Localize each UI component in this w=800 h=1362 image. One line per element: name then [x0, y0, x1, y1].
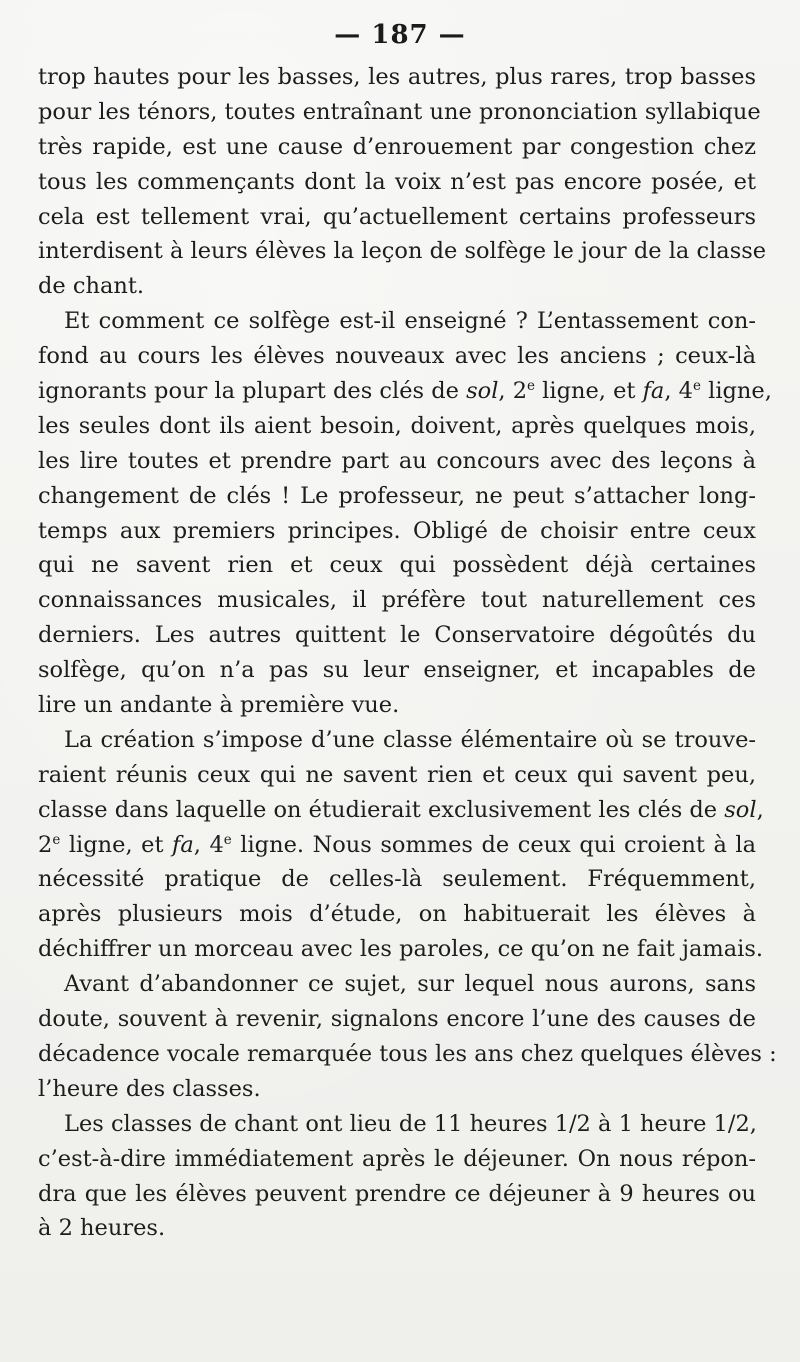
text-line: très rapide, est une cause d’enrouement par congestion chez	[38, 133, 756, 160]
page-number: — 187 —	[334, 20, 466, 50]
body-text	[38, 60, 777, 1246]
text-line: de chant.	[38, 273, 145, 300]
text-line: 2e ligne, et fa, 4e ligne. Nous sommes de ceux qui croient à la	[38, 831, 756, 858]
text-line: classe dans laquelle on étudierait exclusivement les clés de sol,	[38, 796, 764, 823]
text-line: doute, souvent à revenir, signalons encore l’une des causes de	[38, 1006, 756, 1033]
text-line: connaissances musicales, il préfère tout naturellement ces	[38, 587, 756, 614]
text-line: les lire toutes et prendre part au concours avec des leçons à	[38, 447, 756, 474]
text-line: qui ne savent rien et ceux qui possèdent déjà certaines	[38, 552, 756, 579]
text-line: dra que les élèves peuvent prendre ce déjeuner à 9 heures ou	[38, 1180, 756, 1207]
text-line: solfège, qu’on n’a pas su leur enseigner, et incapables de	[38, 657, 756, 684]
text-line: l’heure des classes.	[38, 1075, 261, 1102]
text-line: fond au cours les élèves nouveaux avec les anciens ; ceux-là	[38, 343, 756, 370]
text-line: c’est-à-dire immédiatement après le déjeuner. On nous répon-	[38, 1145, 756, 1172]
text-line: Et comment ce solfège est-il enseigné ? L’entassement con-	[64, 308, 756, 335]
text-line: cela est tellement vrai, qu’actuellement certains professeurs	[38, 203, 756, 230]
text-line: les seules dont ils aient besoin, doivent, après quelques mois,	[38, 412, 756, 439]
text-line: nécessité pratique de celles-là seulement. Fréquemment,	[38, 866, 756, 893]
text-line: La création s’impose d’une classe élémentaire où se trouve-	[64, 726, 756, 753]
text-line: après plusieurs mois d’étude, on habituerait les élèves à	[38, 901, 756, 928]
text-line: Les classes de chant ont lieu de 11 heures 1/2 à 1 heure 1/2,	[64, 1110, 757, 1137]
text-line: lire un andante à première vue.	[38, 692, 400, 719]
text-line: changement de clés ! Le professeur, ne peut s’attacher long-	[38, 482, 756, 509]
text-line: interdisent à leurs élèves la leçon de solfège le jour de la classe	[38, 238, 767, 265]
text-line: à 2 heures.	[38, 1215, 166, 1242]
text-line: tous les commençants dont la voix n’est pas encore posée, et	[38, 168, 756, 195]
text-line: pour les ténors, toutes entraînant une prononciation syllabique	[38, 98, 761, 125]
text-line: Avant d’abandonner ce sujet, sur lequel nous aurons, sans	[64, 971, 756, 998]
text-line: trop hautes pour les basses, les autres, plus rares, trop basses	[38, 64, 756, 90]
text-line: déchiffrer un morceau avec les paroles, ce qu’on ne fait jamais.	[38, 936, 764, 963]
text-line: ignorants pour la plupart des clés de sol, 2e ligne, et fa, 4e ligne,	[38, 377, 772, 405]
text-line: raient réunis ceux qui ne savent rien et ceux qui savent peu,	[38, 761, 756, 788]
text-line: décadence vocale remarquée tous les ans chez quelques élèves :	[38, 1040, 777, 1067]
text-line: temps aux premiers principes. Obligé de choisir entre ceux	[38, 517, 756, 544]
text-line: derniers. Les autres quittent le Conservatoire dégoûtés du	[38, 622, 756, 649]
